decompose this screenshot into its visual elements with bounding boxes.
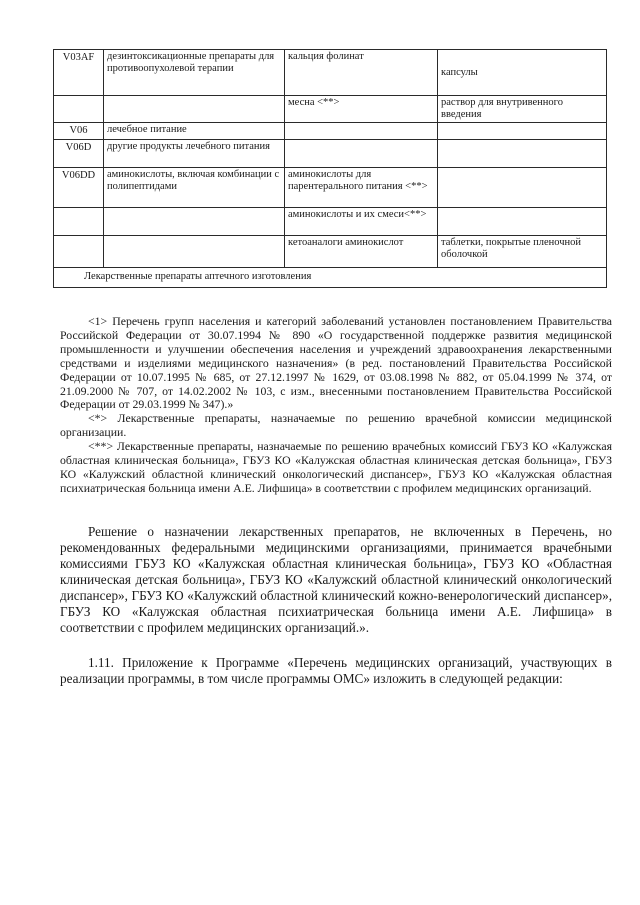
table-row — [54, 50, 607, 96]
group-cell — [104, 96, 285, 123]
form-cell: капсулы — [438, 50, 607, 96]
form-cell: раствор для внутривенного введения — [438, 96, 607, 123]
table-row — [54, 208, 607, 236]
footnote-1: <1> Перечень групп населения и категорий заболеваний установлен постановлением Правительства Российской Федерации от 30.07.1994 № 890 «О государственной поддержке развития медицинской промышленности и улучшении обеспечения населения и учреждений здравоохранения лекарственными средствами и изделиями медицинского назначения» (в ред. постановлений Правительства Российской Федерации от 10.07.1995 № 685, от 27.12.1997 № 1629, от 03.08.1998 № 882, от 05.04.1999 № 374, от 21.09.2000 № 707, от 14.02.2002 № 103, с изм., внесенными постановлением Правительства Российской Федерации от 29.03.1999 № 347).» — [60, 314, 612, 412]
form-cell: таблетки, покрытые пленочной оболочкой — [438, 236, 607, 268]
drug-cell: аминокислоты для парентерального питания <**> — [285, 168, 438, 208]
decision-paragraph-block — [60, 524, 612, 636]
drug-table — [53, 49, 607, 288]
form-cell — [438, 168, 607, 208]
atc-code-cell — [54, 208, 104, 236]
form-cell — [438, 140, 607, 168]
atc-code-cell: V06DD — [54, 168, 104, 208]
table-row — [54, 236, 607, 268]
drug-cell: аминокислоты и их смеси<**> — [285, 208, 438, 236]
group-cell — [104, 236, 285, 268]
form-cell — [438, 208, 607, 236]
drug-cell: кальция фолинат — [285, 50, 438, 96]
drug-cell: кетоаналоги аминокислот — [285, 236, 438, 268]
pharmacy-made-drugs-cell: Лекарственные препараты аптечного изготовления — [54, 268, 607, 288]
item-1-11-block — [60, 655, 612, 687]
drug-cell — [285, 140, 438, 168]
group-cell: лечебное питание — [104, 123, 285, 140]
table-footer-row — [54, 268, 607, 288]
footnote-double-asterisk: <**> Лекарственные препараты, назначаемые по решению врачебных комиссий ГБУЗ КО «Калужская областная клиническая больница», ГБУЗ КО «Калужская областная клиническая детская больница», ГБУЗ КО «Калужский областной клинический онкологический диспансер», ГБУЗ КО «Калужская областная психиатрическая больница имени А.Е. Лифшица» в соответствии с профилем медицинских организаций. — [60, 439, 612, 495]
atc-code-cell — [54, 96, 104, 123]
drug-cell — [285, 123, 438, 140]
group-cell: дезинтоксикационные препараты для противоопухолевой терапии — [104, 50, 285, 96]
group-cell: аминокислоты, включая комбинации с полипептидами — [104, 168, 285, 208]
atc-code-cell — [54, 236, 104, 268]
atc-code-cell: V06 — [54, 123, 104, 140]
drug-cell: месна <**> — [285, 96, 438, 123]
table-row — [54, 168, 607, 208]
form-cell — [438, 123, 607, 140]
table-row — [54, 140, 607, 168]
table-row — [54, 96, 607, 123]
item-1-11-paragraph: 1.11. Приложение к Программе «Перечень медицинских организаций, участвующих в реализации программы, в том числе программы ОМС» изложить в следующей редакции: — [60, 655, 612, 686]
table-row — [54, 123, 607, 140]
atc-code-cell: V06D — [54, 140, 104, 168]
footnote-asterisk: <*> Лекарственные препараты, назначаемые по решению врачебной комиссии медицинской организации. — [60, 411, 612, 440]
atc-code-cell: V03AF — [54, 50, 104, 96]
footnotes — [60, 315, 612, 496]
group-cell: другие продукты лечебного питания — [104, 140, 285, 168]
group-cell — [104, 208, 285, 236]
decision-paragraph: Решение о назначении лекарственных препаратов, не включенных в Перечень, но рекомендованных федеральными медицинскими организациями, принимается врачебными комиссиями ГБУЗ КО «Калужская областная клиническая больница», ГБУЗ КО «Областная клиническая детская больница», ГБУЗ КО «Калужский областной клинический онкологический диспансер», ГБУЗ КО «Калужский областной клинический кожно-венерологический диспансер», ГБУЗ КО «Калужская областная психиатрическая больница имени А.Е. Лифшица» в соответствии с профилем медицинских организаций.». — [60, 524, 612, 635]
